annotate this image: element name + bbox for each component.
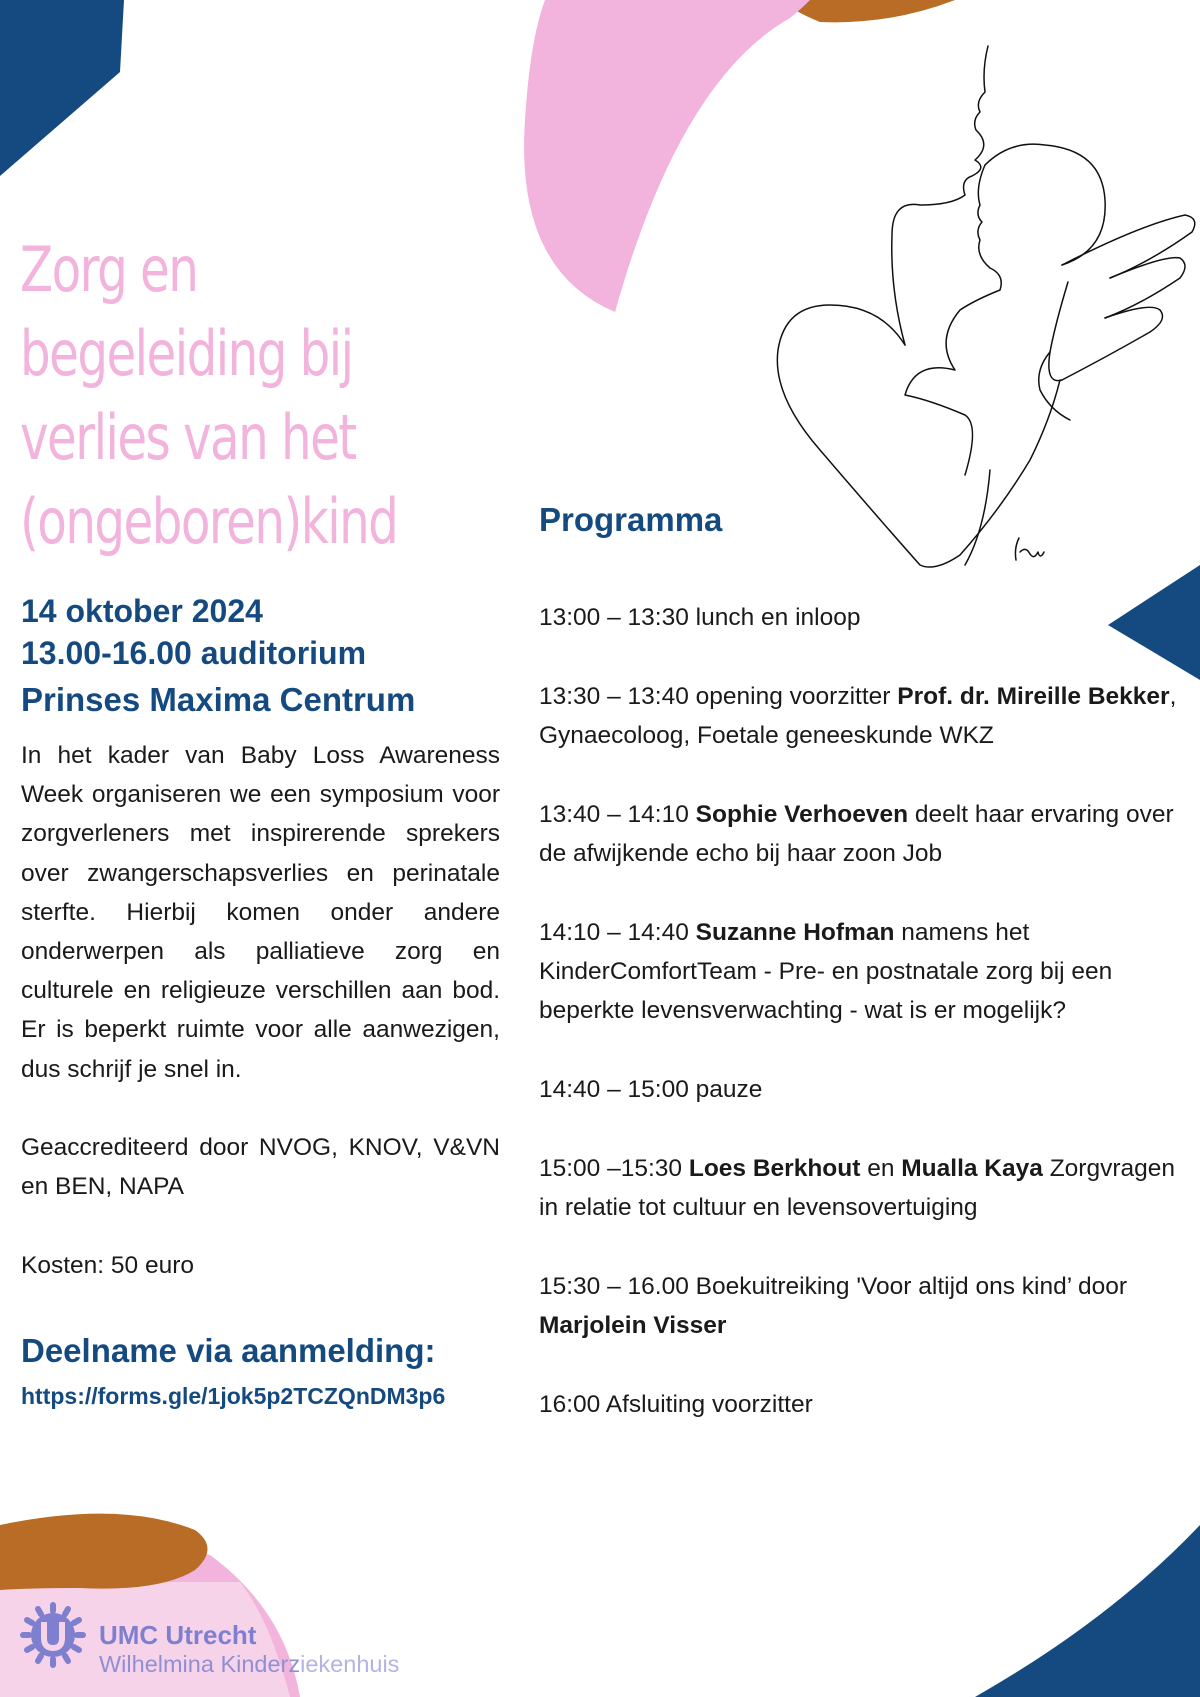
title-line: begeleiding bij (20, 317, 353, 390)
logo-subtitle: Wilhelmina Kinderziekenhuis (99, 1651, 400, 1677)
speaker-name: Prof. dr. Mireille Bekker (897, 683, 1170, 710)
cost-text: Kosten: 50 euro (21, 1252, 194, 1279)
program-heading: Programma (539, 501, 723, 538)
title-line: (ongeboren)kind (20, 485, 398, 558)
umc-logo-icon (18, 1600, 88, 1670)
speaker-name: Suzanne Hofman (695, 919, 895, 946)
program-item: 13:40 – 14:10 Sophie Verhoeven deelt haar ervaring over de afwijkende echo bij haar zoon Job (539, 801, 1174, 868)
title-line: verlies van het (20, 401, 356, 474)
umc-logo (99, 1620, 399, 1678)
speaker-name: Mualla Kaya (901, 1155, 1043, 1182)
program-item: 14:40 – 15:00 pauze (539, 1076, 763, 1103)
accreditation-text: Geaccrediteerd door NVOG, KNOV, V&VN en BEN, NAPA (21, 1134, 500, 1201)
event-venue: Prinses Maxima Centrum (21, 681, 416, 718)
speaker-name: Loes Berkhout (688, 1155, 861, 1182)
program-item: 16:00 Afsluiting voorzitter (539, 1391, 813, 1418)
program-item: 14:10 – 14:40 Suzanne Hofman namens het KinderComfortTeam - Pre- en postnatale zorg bij een beperkte levensverwachting - wat is er mogelijk? (539, 919, 1113, 1025)
registration-link[interactable]: https://forms.gle/1jok5p2TCZQnDM3p6 (21, 1383, 446, 1409)
event-date: 14 oktober 2024 (21, 593, 263, 629)
event-title (20, 228, 398, 564)
logo-name: UMC Utrecht (99, 1620, 257, 1650)
program-item: 15:00 –15:30 Loes Berkhout en Mualla Kaya Zorgvragen in relatie tot cultuur en levensovertuiging (539, 1155, 1175, 1222)
program-item: 13:00 – 13:30 lunch en inloop (539, 604, 861, 631)
speaker-name: Marjolein Visser (539, 1312, 727, 1340)
program-item: 15:30 – 16.00 Boekuitreiking 'Voor altijd ons kind’ door Marjolein Visser (539, 1273, 1128, 1340)
event-details (21, 590, 415, 722)
speaker-name: Sophie Verhoeven (695, 801, 909, 828)
event-time-place: 13.00-16.00 auditorium (21, 635, 367, 671)
registration-heading: Deelname via aanmelding: (21, 1332, 436, 1369)
title-line: Zorg en (20, 233, 198, 306)
program-item: 13:30 – 13:40 opening voorzitter Prof. dr. Mireille Bekker, Gynaecoloog, Foetale geneeskunde WKZ (539, 683, 1177, 750)
intro-paragraph: In het kader van Baby Loss Awareness Week organiseren we een symposium voor zorgverleners met inspirerende sprekers over zwangerschapsverlies en perinatale sterfte. Hierbij komen onder andere onderwerpen als palliatieve zorg en culturele en religieuze verschillen aan bod. Er is beperkt ruimte voor alle aanwezigen, dus schrijf je snel in. (21, 742, 500, 1083)
